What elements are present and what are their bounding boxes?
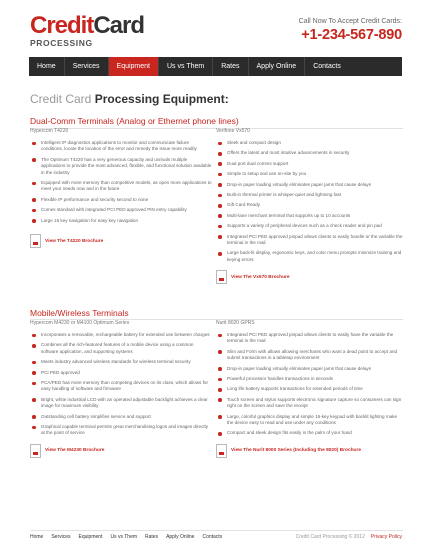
brochure-link-m4230[interactable] [30,444,212,458]
footer-link-apply-online[interactable]: Apply Online [166,534,195,540]
footer-copyright [296,534,402,540]
footer-link-rates[interactable]: Rates [145,534,159,540]
brochure-link-label[interactable]: View The T4220 Brochure [45,238,104,244]
feature-item: Incorporates a removable, rechargeable battery for extended use between charges [30,332,212,338]
page-title-light: Credit Card [30,92,95,106]
nav-item-contacts[interactable]: Contacts [313,63,341,70]
footer-link-services[interactable]: Services [51,534,71,540]
header [0,0,430,58]
feature-item: PCA/PED has more memory than competing devices on its class, which allows for easy handling of software and firmware [30,380,212,393]
feature-item: The Optimum T4220 has a very generous capacity and unrivals multiple applications to provide the most advanced, flexible, and functional solution available in the industry [30,157,212,176]
brochure-link-label[interactable]: View The Nurit 8000 Series (Including the 8020) Brochure [231,448,362,454]
main-nav [29,57,402,76]
nav-item-us-vs-them[interactable]: Us vs Them [159,57,213,76]
brochure-link-t4220[interactable] [30,234,212,248]
feature-item: Integrated PCI PED approved pinpad allows clients to easily handle or the variable the terminal in the mail [216,234,404,247]
brochure-link-label[interactable]: View The Vx570 Brochure [231,274,290,280]
feature-item: Outstanding cell battery simplifies service and support [30,414,212,420]
product-name: Hypercom T4220 [30,128,69,134]
section-title-dual-comm: Dual-Comm Terminals (Analog or Ethernet phone lines) [30,116,239,126]
feature-item: Meets industry advanced wireless standards for wireless terminal security [30,359,212,365]
footer-nav [30,534,230,540]
feature-item: Built-in thermal printer is whisper-quiet and lightning fast [216,192,404,198]
footer-divider [30,530,403,531]
feature-item: Large 16 key navigation for easy key navigation [30,218,212,224]
feature-item: Offers the latest and most intuitive advancements in security [216,150,404,156]
feature-item: Equipped with more memory than competitive models, as open more applications to meet your needs now and in the future [30,180,212,193]
feature-item: Touch screen and stylus supports electronic signature capture so consumers can sign right on the screen and save the receipt [216,397,404,410]
section-title-mobile-wireless: Mobile/Wireless Terminals [30,308,129,318]
feature-item: Supports a variety of peripheral devices such as a check reader and pin pad [216,223,404,229]
feature-item: Large, colorful graphics display and simple 16-key keypad with backlit lighting make the device easy to read and use under any conditions [216,414,404,427]
logo-card: Card [93,12,145,39]
logo-wordmark [30,14,144,38]
footer-link-us-vs-them[interactable]: Us vs Them [110,534,138,540]
pdf-icon [30,234,41,248]
call-box [299,18,402,43]
feature-item: Graphical capable terminal permits great merchandising logos and images directly at the point of service [30,424,212,437]
feature-item: Bright, white industrial LCD with an operated adjustable backlight achieves a clear image for maximum visibility [30,397,212,410]
nav-item-services[interactable]: Services [65,57,109,76]
nav-item-home[interactable]: Home [29,57,65,76]
feature-item: Long life battery supports transactions for extended periods of time [216,386,404,392]
logo[interactable] [30,14,144,48]
pdf-icon [30,444,41,458]
brochure-link-vx570[interactable] [216,270,404,284]
feature-list [216,140,404,263]
feature-item: Simple to setup and use on-site by you [216,171,404,177]
feature-item: Compact and sleek design fits easily in the palm of your hand [216,430,404,436]
feature-list [216,332,404,437]
feature-item: Intelligent IP diagnostics applications to monitor and communicate failure conditions, locate the location of the error and remedy the issue more readily [30,140,212,153]
pdf-icon [216,444,227,458]
feature-item: Multi-lane merchant terminal that supports up to 10 accounts [216,213,404,219]
feature-item: Large back-lit display, ergonomic keys, and color menu prompts minimize training and keying errors [216,250,404,263]
footer-link-contacts[interactable]: Contacts [202,534,223,540]
pdf-icon [216,270,227,284]
product-vx570 [216,128,404,284]
feature-item: Sleek and compact design [216,140,404,146]
product-name: Verifone Vx570 [216,128,250,134]
brochure-link-nurit-8000[interactable] [216,444,404,458]
nav-item-rates[interactable]: Rates [213,57,248,76]
footer-link-equipment[interactable]: Equipment [78,534,103,540]
feature-item: PCI PED approved [30,370,212,376]
privacy-policy-link[interactable]: Privacy Policy [370,534,402,540]
product-nurit-8020 [216,320,404,458]
brochure-link-label[interactable]: View The M4230 Brochure [45,448,105,454]
product-t4220 [30,128,212,248]
feature-item: Comes standard with integrated PCI PED approved PIN entry capability [30,207,212,213]
feature-item: Drop-in paper loading virtually eliminates paper jams that cause delays [216,182,404,188]
page-title-bold: Processing Equipment: [94,92,229,106]
nav-item-apply-online[interactable]: Apply Online [249,57,306,76]
feature-item: Dual port dual comms support [216,161,404,167]
feature-item: Powerful processor handles transactions in seconds [216,376,404,382]
feature-list [30,140,212,224]
logo-credit: Credit [30,12,94,39]
feature-item: Combines all the rich-featured features of a mobile device using a common software application, and supporting systems [30,342,212,355]
feature-item: Slim and Form with allows allowing merchants who want a dead point to accept and submit transactions in a tabletop environment [216,349,404,362]
product-name: Hypercom M4230 or M4100 Optimum Series [30,320,130,326]
feature-item: Flexible IP performance and security second to none [30,197,212,203]
feature-item: Gift Card Ready [216,202,404,208]
call-label: Call Now To Accept Credit Cards: [298,18,402,25]
logo-subtitle: PROCESSING [30,38,93,48]
feature-list [30,332,212,437]
phone-number: +1-234-567-890 [301,27,402,43]
product-m4230 [30,320,212,458]
product-name: Nurit 8020 GPRS [216,320,255,326]
feature-item: Integrated PCI PED approved pinpad allows clients to easily have the variable the terminal in the mail [216,332,404,345]
nav-item-equipment[interactable]: Equipment [109,57,159,76]
page-title [30,92,229,106]
feature-item: Drop-in paper loading virtually eliminates paper jams that cause delays [216,366,404,372]
footer-link-home[interactable]: Home [30,534,44,540]
copyright-text: Credit Card Processing © 2012 [295,534,365,540]
